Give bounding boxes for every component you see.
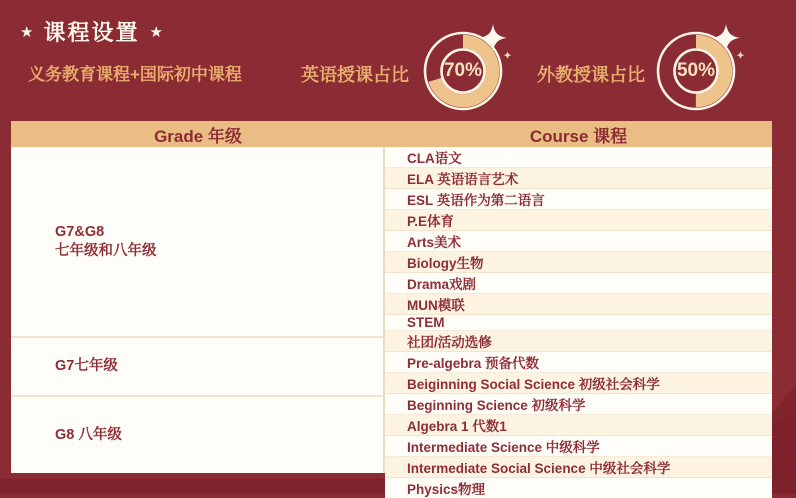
course-row [385, 147, 772, 168]
course-row [385, 315, 772, 331]
english-teaching-ratio-donut [421, 29, 505, 113]
page-title-text: 课程设置 [43, 20, 140, 45]
course-label: Intermediate Science 中级科学 [407, 440, 600, 455]
foreign-ratio-value: 50% [676, 60, 716, 81]
sparkle-dot-icon [736, 51, 745, 60]
course-label: CLA语文 [407, 151, 462, 166]
course-table [11, 121, 772, 497]
course-row [385, 331, 772, 352]
course-row [385, 352, 772, 373]
course-label: STEM [407, 315, 445, 330]
grade-label-line2: 七年级和八年级 [55, 242, 157, 259]
course-label: Arts美术 [407, 235, 462, 250]
course-label: MUN模联 [407, 298, 465, 313]
foreign-teacher-ratio-donut [654, 29, 738, 113]
page-subtitle: 义务教育课程+国际初中课程 [28, 65, 242, 84]
grade-cell [11, 147, 383, 338]
table-body [11, 147, 772, 497]
grade-label: G7&G8 [55, 223, 105, 240]
grade-label: G8 八年级 [55, 426, 122, 443]
course-row [385, 436, 772, 457]
course-label: 社团/活动选修 [407, 335, 492, 350]
course-row [385, 394, 772, 415]
course-row [385, 415, 772, 436]
course-label: Physics物理 [407, 482, 486, 497]
course-label: ESL 英语作为第二语言 [407, 193, 545, 208]
course-row [385, 210, 772, 231]
star-right-icon: ★ [149, 23, 163, 41]
grade-label: G7七年级 [55, 358, 118, 375]
page-title [20, 16, 163, 47]
course-label: Beginning Science 初级科学 [407, 398, 586, 413]
course-label: Drama戏剧 [407, 277, 477, 292]
course-row [385, 478, 772, 498]
course-label: P.E体育 [407, 214, 455, 229]
course-column [385, 147, 772, 497]
course-label: Intermediate Social Science 中级社会科学 [407, 461, 671, 476]
course-label: Algebra 1 代数1 [407, 419, 507, 434]
sparkle-icon [711, 24, 741, 54]
course-label: Beiginning Social Science 初级社会科学 [407, 377, 660, 392]
course-row [385, 231, 772, 252]
grade-column [11, 147, 385, 473]
english-ratio-value: 70% [443, 60, 483, 81]
course-row [385, 189, 772, 210]
course-row [385, 252, 772, 273]
course-row [385, 457, 772, 478]
grade-column-header: Grade 年级 [154, 126, 242, 146]
sparkle-icon [478, 24, 508, 54]
sparkle-dot-icon [503, 51, 512, 60]
course-column-header: Course 课程 [529, 126, 628, 146]
course-row [385, 168, 772, 189]
course-row [385, 373, 772, 394]
foreign-teacher-ratio-label: 外教授课占比 [537, 65, 645, 85]
grade-cell [11, 338, 383, 397]
course-label: Biology生物 [407, 256, 484, 271]
course-label: Pre-algebra 预备代数 [407, 356, 540, 371]
course-label: ELA 英语语言艺术 [407, 172, 519, 187]
table-header-row [11, 121, 772, 147]
course-row [385, 273, 772, 294]
star-left-icon: ★ [20, 23, 34, 41]
english-teaching-ratio-label: 英语授课占比 [301, 65, 409, 85]
course-row [385, 294, 772, 315]
grade-cell [11, 397, 383, 473]
